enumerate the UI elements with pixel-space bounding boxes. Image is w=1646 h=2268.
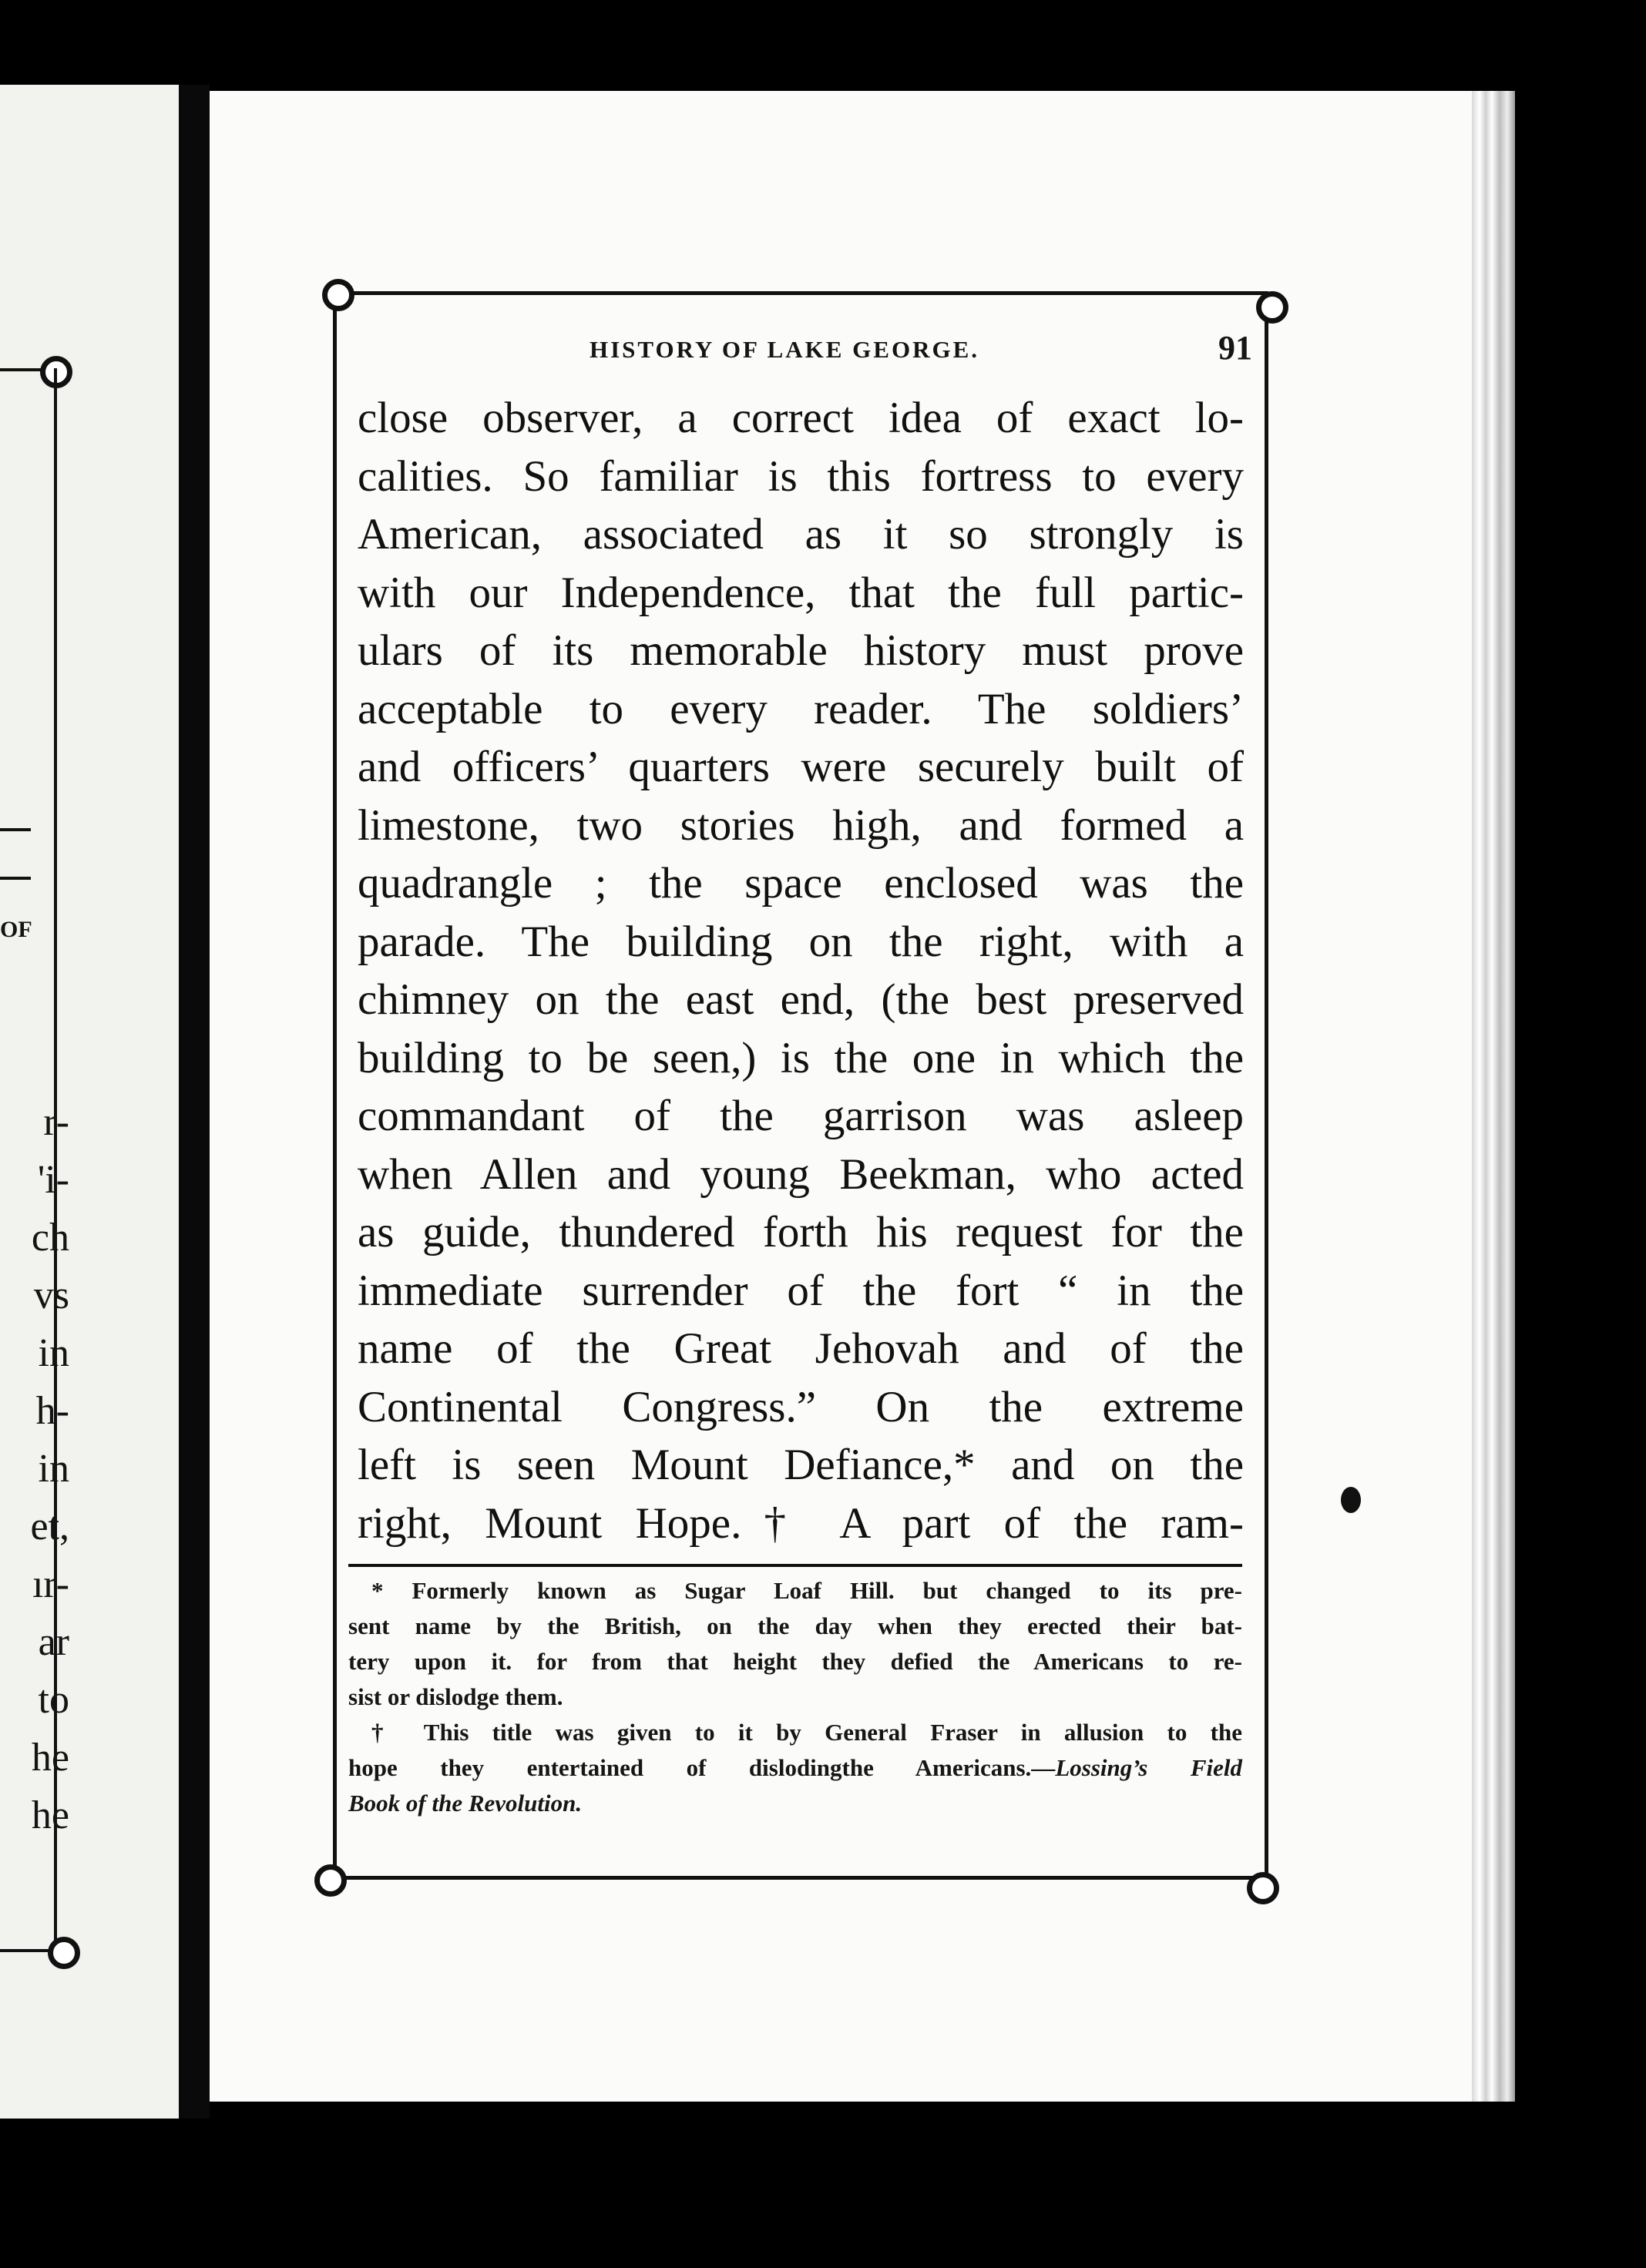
left-page-dash	[0, 877, 31, 880]
body-line: quadrangle ; the space enclosed was the	[358, 859, 1244, 908]
footnote-rule	[348, 1564, 1242, 1567]
bottom-left-corner-ornament	[314, 1864, 347, 1897]
footnotes	[348, 1573, 1242, 1821]
top-left-corner-ornament	[322, 279, 354, 311]
bottom-right-corner-ornament	[1247, 1872, 1279, 1904]
body-line: calities. So familiar is this fortress to every	[358, 451, 1244, 501]
left-page-fragment: vs	[33, 1273, 69, 1317]
left-page-fragment: ar	[38, 1620, 69, 1664]
body-line: parade. The building on the right, with a	[358, 917, 1244, 966]
footnote-2-citation-line	[348, 1786, 1242, 1821]
footnote-line: sist or dislodge them.	[348, 1683, 563, 1710]
page-header	[358, 330, 1252, 376]
body-line: right, Mount Hope.† A part of the ram-	[358, 1498, 1244, 1548]
page-edges	[1472, 91, 1515, 2102]
footnote-line: † This title was given to it by General Fraser in allusion to the	[371, 1719, 1242, 1746]
body-line: close observer, a correct idea of exact lo-	[358, 394, 1244, 442]
footnote-2	[348, 1715, 1242, 1786]
left-page-fragment: he	[31, 1736, 69, 1780]
body-line: commandant of the garrison was asleep	[358, 1092, 1244, 1140]
body-line: chimney on the east end, (the best preserved	[358, 975, 1244, 1024]
body-line: left is seen Mount Defiance,* and on the	[358, 1441, 1244, 1489]
left-page-fragment: ch	[31, 1216, 69, 1260]
left-page-fragment: h-	[35, 1389, 69, 1433]
left-page-fragment: in	[38, 1331, 69, 1375]
footnote-line: tery upon it. for from that height they defied the Americans to re-	[348, 1648, 1242, 1675]
body-line: immediate surrender of the fort “ in the	[358, 1266, 1244, 1315]
body-line: ulars of its memorable history must prove	[358, 626, 1244, 675]
body-line: when Allen and young Beekman, who acted	[358, 1149, 1244, 1199]
left-page-fragment: et,	[30, 1505, 69, 1548]
top-right-corner-ornament	[1256, 291, 1288, 324]
body-line: building to be seen,) is the one in which the	[358, 1033, 1244, 1082]
footnote-1	[348, 1573, 1242, 1715]
body-line: Continental Congress.” On the extreme	[358, 1382, 1244, 1431]
footnote-2-citation-b: Book of the Revolution.	[348, 1790, 583, 1817]
left-page-bottom-corner-ornament	[48, 1937, 80, 1969]
body-text	[358, 389, 1244, 1552]
left-page-fragment: in	[38, 1447, 69, 1491]
body-line: as guide, thundered forth his request for the	[358, 1208, 1244, 1256]
footnote-line	[348, 1750, 1242, 1786]
ink-spot	[1341, 1487, 1361, 1513]
left-page-fragment: he	[31, 1793, 69, 1837]
page-number: 91	[1218, 329, 1252, 367]
body-line: acceptable to every reader. The soldiers’	[358, 684, 1244, 733]
left-page-fragment: to	[38, 1678, 69, 1722]
footnote-line: sent name by the British, on the day when they erected their bat-	[348, 1612, 1242, 1639]
running-head: HISTORY OF LAKE GEORGE.	[590, 336, 980, 363]
body-line: with our Independence, that the full partic-	[358, 568, 1244, 617]
left-page-heading-fragment: OF	[0, 917, 32, 942]
left-page-fragment: ır-	[32, 1562, 69, 1606]
body-line: and officers’ quarters were securely built of	[358, 743, 1244, 791]
footnote-line-text: hope they entertained of dislodingthe Americans.—	[348, 1754, 1056, 1781]
body-line: American, associated as it so strongly is	[358, 510, 1244, 559]
body-line: name of the Great Jehovah and of the	[358, 1324, 1244, 1373]
left-page-fragment: r-	[43, 1100, 69, 1144]
left-facing-page	[0, 85, 179, 2119]
footnote-2-citation-a: Lossing’s Field	[1055, 1754, 1242, 1781]
body-line: limestone, two stories high, and formed a	[358, 800, 1244, 850]
footnote-line: * Formerly known as Sugar Loaf Hill. but changed to its pre-	[371, 1577, 1242, 1604]
left-page-dash	[0, 828, 31, 831]
book-gutter	[179, 85, 210, 2119]
left-page-fragment: 'i-	[37, 1158, 69, 1202]
